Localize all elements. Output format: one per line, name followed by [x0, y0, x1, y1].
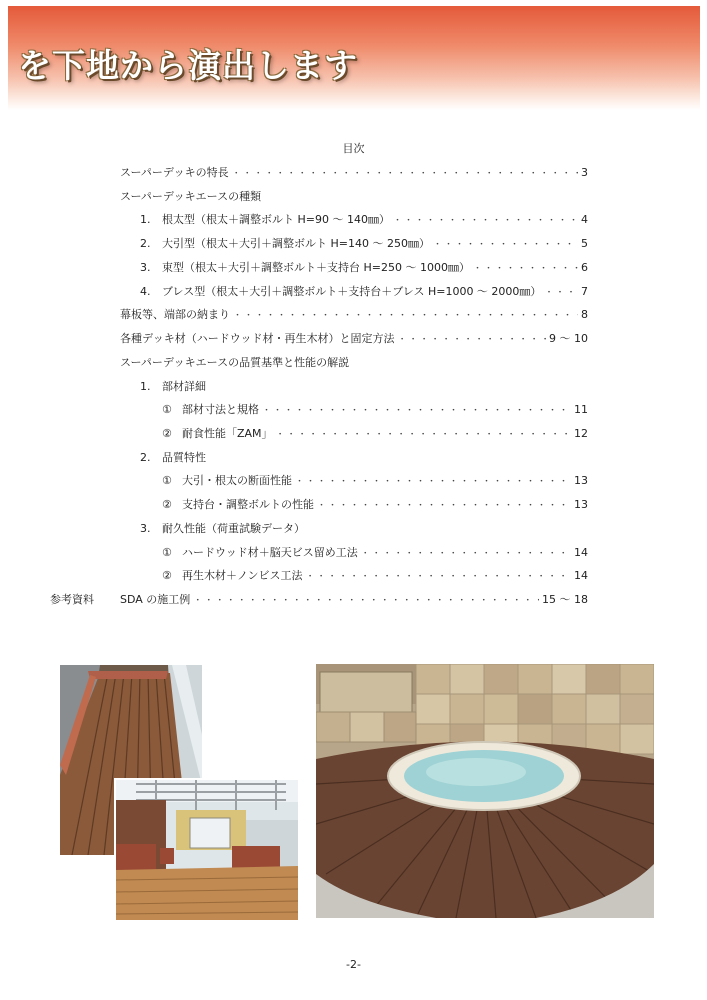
toc-entry: [120, 164, 588, 180]
toc-leader: [433, 237, 578, 250]
toc-entry-number: ①: [162, 473, 172, 487]
toc-leader: [473, 261, 578, 274]
toc-entry-label: 耐久性能（荷重試験データ）: [162, 522, 305, 535]
toc-leader: [361, 546, 571, 559]
toc-entry: [162, 425, 588, 441]
toc-entry-number: ②: [162, 568, 172, 582]
toc-entry: [140, 259, 588, 275]
toc-leader: [276, 427, 571, 440]
toc-entry: [162, 496, 588, 512]
toc-entry: [120, 330, 588, 346]
toc-entry-number: ②: [162, 426, 172, 440]
photo-pergola-terrace: [114, 778, 300, 922]
toc-entry: [120, 188, 261, 204]
toc-entry-page: 9 ～ 10: [549, 332, 588, 345]
toc-leader: [306, 569, 571, 582]
toc-entry-label: 支持台・調整ボルトの性能: [182, 498, 314, 511]
toc-entry-label: 再生木材＋ノンビス工法: [182, 569, 303, 582]
toc-entry-number: 2.: [140, 450, 151, 464]
toc-entry-page: 13: [574, 473, 588, 487]
toc-entry-label: スーパーデッキエースの種類: [120, 190, 262, 203]
toc-entry-page: 15 ～ 18: [542, 593, 588, 606]
toc-entry-page: 13: [574, 497, 588, 511]
toc-entry-label: 耐食性能「ZAM」: [182, 427, 273, 440]
toc-entry-page: 14: [574, 568, 588, 582]
toc-leader: [398, 332, 546, 345]
photo-spa-deck: [316, 664, 654, 918]
banner-title: を下地から演出します: [18, 46, 358, 85]
toc-entry-section: 参考資料: [50, 593, 94, 606]
toc-leader: [295, 474, 571, 487]
toc-entry: [140, 378, 206, 394]
toc-entry-label: 束型（根太＋大引＋調整ボルト＋支持台 H=250 ～ 1000㎜）: [162, 261, 470, 274]
toc-entry-number: ①: [162, 402, 172, 416]
toc-entry: [140, 520, 305, 536]
toc-entry-label: 品質特性: [162, 451, 206, 464]
toc-entry: [140, 211, 588, 227]
toc-entry: [162, 401, 588, 417]
toc-entry-label: スーパーデッキの特長: [120, 166, 229, 179]
toc-entry-number: 2.: [140, 236, 151, 250]
toc-leader: [317, 498, 571, 511]
toc-leader: [233, 308, 578, 321]
toc-entry-page: 5: [581, 236, 588, 250]
toc-entry: [140, 449, 206, 465]
toc-entry: [162, 472, 588, 488]
toc-entry-page: 14: [574, 545, 588, 559]
toc-entry-number: ①: [162, 545, 172, 559]
toc-heading: 目次: [342, 142, 365, 155]
toc-entry: [50, 591, 588, 607]
toc-entry-label: ブレス型（根太＋大引＋調整ボルト＋支持台＋ブレス H=1000 ～ 2000㎜）: [162, 285, 542, 298]
toc-entry-page: 6: [581, 260, 588, 274]
toc-entry-page: 4: [581, 212, 588, 226]
toc-entry-label: 根太型（根太＋調整ボルト H=90 ～ 140㎜）: [162, 213, 390, 226]
toc-leader: [393, 213, 578, 226]
toc-entry-number: 4.: [140, 284, 151, 298]
toc-entry-page: 3: [581, 165, 588, 179]
toc-entry-number: 3.: [140, 521, 151, 535]
toc-entry: [140, 283, 588, 299]
header-banner: [8, 6, 700, 110]
toc-entry-page: 12: [574, 426, 588, 440]
toc-leader: [232, 166, 578, 179]
toc-leader: [544, 285, 578, 298]
toc-entry-label: スーパーデッキエースの品質基準と性能の解説: [120, 356, 350, 369]
toc-entry-number: ②: [162, 497, 172, 511]
toc-entry-label: 部材詳細: [162, 380, 206, 393]
toc-entry: [120, 306, 588, 322]
photo-pergola-terrace-image: [116, 780, 298, 920]
toc-entry-label: 部材寸法と規格: [182, 403, 259, 416]
page-number: -2-: [346, 958, 361, 971]
toc-entry: [162, 544, 588, 560]
toc-entry-page: 8: [581, 307, 588, 321]
toc-entry-number: 1.: [140, 212, 151, 226]
toc-entry-page: 7: [581, 284, 588, 298]
toc-entry: [162, 567, 588, 583]
toc-entry-page: 11: [574, 402, 588, 416]
toc-entry-label: ハードウッド材＋脳天ビス留め工法: [182, 546, 358, 559]
toc-entry-label: 大引・根太の断面性能: [182, 474, 292, 487]
toc-entry-label: 幕板等、端部の納まり: [120, 308, 230, 321]
toc-entry: [120, 354, 349, 370]
toc-entry-label: 大引型（根太＋大引＋調整ボルト H=140 ～ 250㎜）: [162, 237, 430, 250]
toc-entry-label: SDA の施工例: [120, 593, 191, 606]
toc-leader: [193, 593, 539, 606]
toc-entry-number: 1.: [140, 379, 151, 393]
photo-spa-deck-image: [316, 664, 654, 918]
toc-entry-label: 各種デッキ材（ハードウッド材・再生木材）と固定方法: [120, 332, 395, 345]
toc-leader: [262, 403, 571, 416]
toc-entry-number: 3.: [140, 260, 151, 274]
toc-entry: [140, 235, 588, 251]
